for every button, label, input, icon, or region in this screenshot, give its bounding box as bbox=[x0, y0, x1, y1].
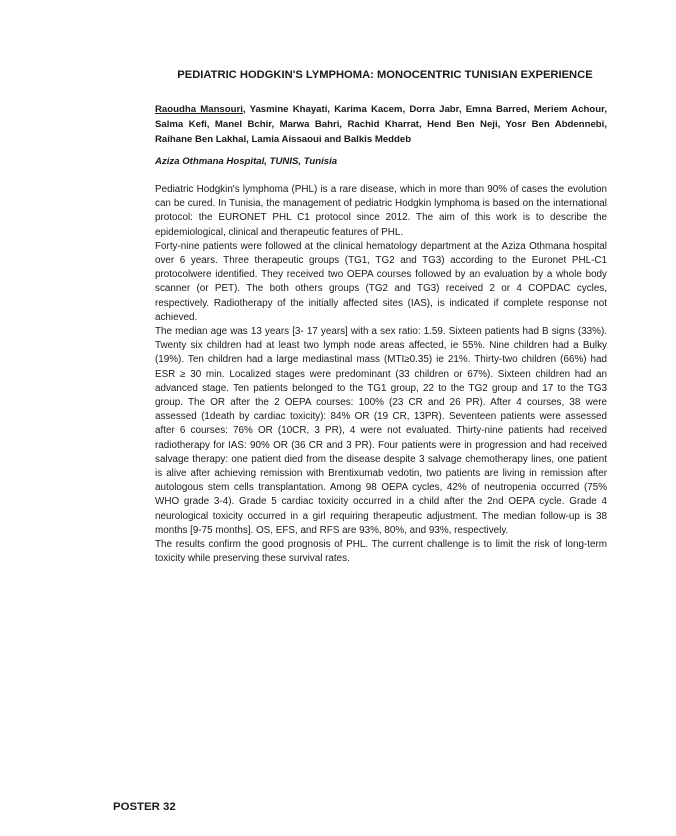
abstract-paragraph-introduction: Pediatric Hodgkin's lymphoma (PHL) is a rare disease, which in more than 90% of cases the evolution can be cured. In Tunisia, the management of pediatric Hodgkin lymphoma is based on the international protocol: the EURONET PHL C1 protocol since 2012. The aim of this work is to describe the epidemiological, clinical and therapeutic features of PHL. bbox=[155, 184, 607, 238]
poster-number-label: POSTER 32 bbox=[113, 801, 176, 813]
abstract-body bbox=[155, 183, 607, 566]
abstract-paragraph-conclusion: The results confirm the good prognosis of PHL. The current challenge is to limit the risk of long-term toxicity while preserving these survival rates. bbox=[155, 539, 607, 565]
abstract-paragraph-methods: Forty-nine patients were followed at the clinical hematology department at the Aziza Othmana hospital over 6 years. Three therapeutic groups (TG1, TG2 and TG3) according to the Euronet PHL-C1 protocolwere identified. They received two OEPA courses followed by an evaluation by a whole body scanner (or PET). The both others groups (TG2 and TG3) received 2 or 4 COPDAC cycles, respectively. Radiotherapy of the initially affected sites (IAS), is indicated if complete response not achieved. bbox=[155, 240, 607, 323]
author-list bbox=[155, 102, 607, 147]
co-authors: , Yasmine Khayati, Karima Kacem, Dorra Jabr, Emna Barred, Meriem Achour, Salma Kefi, Manel Bchir, Marwa Bahri, Rachid Kharrat, Hend Ben Neji, Yosr Ben Abdennebi, Raihane Ben Lakhal, Lamia Aissaoui and Balkis Meddeb bbox=[155, 104, 607, 145]
abstract-paragraph-results: The median age was 13 years [3- 17 years] with a sex ratio: 1.59. Sixteen patients had B signs (33%). Twenty six children had at least two lymph node areas affected, ie 55%. Nine children had a Bulky (19%). Ten children had a large mediastinal mass (MTI≥0.35) ie 21%. Thirty-two children (66%) had ESR ≥ 30 min. Localized stages were predominant (33 children or 67%). Sixteen children had an advanced stage. Ten patients belonged to the TG1 group, 22 to the TG2 group and 17 to the TG3 group. The OR after the 2 OEPA courses: 100% (23 CR and 26 PR). After 4 courses, 38 were assessed (1death by cardiac toxicity): 84% OR (19 CR, 13PR). Seventeen patients were assessed after 6 courses: 76% OR (10CR, 3 PR), 4 were not evaluated. Thirty-nine patients had received radiotherapy for IAS: 90% OR (36 CR and 3 PR). Four patients were in progression and had received salvage therapy: one patient died from the disease despite 3 salvage chemotherapy lines, one patient is alive after achieving remission with Brentixumab vedotin, two patients are living in remission after autologous stem cells transplantation. Among 98 OEPA cycles, 42% of neutropenia occurred (75% WHO grade 3-4). Grade 5 cardiac toxicity occurred in a child after the 2nd OEPA cycle. Grade 4 neurological toxicity occurred in a girl requiring therapeutic adjustment. The median follow-up is 38 months [9-75 months]. OS, EFS, and RFS are 93%, 80%, and 93%, respectively. bbox=[155, 326, 607, 536]
affiliation: Aziza Othmana Hospital, TUNIS, Tunisia bbox=[155, 156, 338, 167]
presenting-author: Raoudha Mansouri bbox=[155, 104, 243, 115]
abstract-title: PEDIATRIC HODGKIN'S LYMPHOMA: MONOCENTRIC TUNISIAN EXPERIENCE bbox=[177, 69, 593, 81]
